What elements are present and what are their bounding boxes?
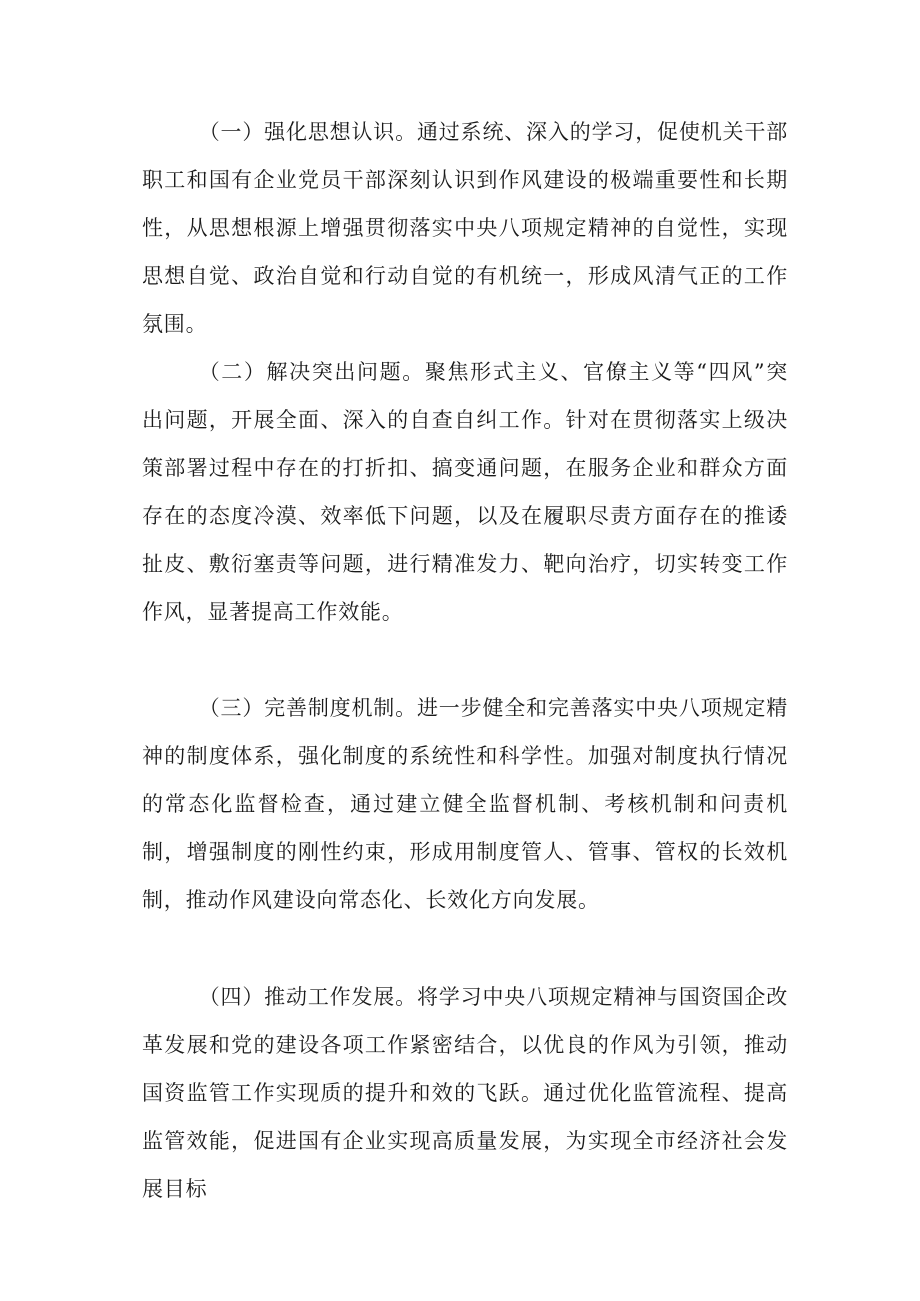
paragraph-2-resolve-prominent-problems: （二）解决突出问题。聚焦形式主义、官僚主义等“四风”突出问题，开展全面、深入的自查自纠工作。针对在贯彻落实上级决策部署过程中存在的打折扣、搞变通问题，在服务企业和群众方面存在的态度冷漠、效率低下问题，以及在履职尽责方面存在的推诿扯皮、敷衍塞责等问题，进行精准发力、靶向治疗，切实转变工作作风，显著提高工作效能。 <box>142 360 788 624</box>
paragraph-1-strengthen-ideological-awareness: （一）强化思想认识。通过系统、深入的学习，促使机关干部职工和国有企业党员干部深刻认识到作风建设的极端重要性和长期性，从思想根源上增强贯彻落实中央八项规定精神的自觉性，实现思想自觉、政治自觉和行动自觉的有机统一，形成风清气正的工作氛围。 <box>142 120 788 336</box>
paragraph-4-promote-work-development: （四）推动工作发展。将学习中央八项规定精神与国资国企改革发展和党的建设各项工作紧密结合，以优良的作风为引领，推动国资监管工作实现质的提升和效的飞跃。通过优化监管流程、提高监管效能，促进国有企业实现高质量发展，为实现全市经济社会发展目标 <box>142 985 788 1201</box>
paragraph-3-improve-institutional-mechanisms: （三）完善制度机制。进一步健全和完善落实中央八项规定精神的制度体系，强化制度的系统性和科学性。加强对制度执行情况的常态化监督检查，通过建立健全监督机制、考核机制和问责机制，增强制度的刚性约束，形成用制度管人、管事、管权的长效机制，推动作风建设向常态化、长效化方向发展。 <box>142 696 788 912</box>
